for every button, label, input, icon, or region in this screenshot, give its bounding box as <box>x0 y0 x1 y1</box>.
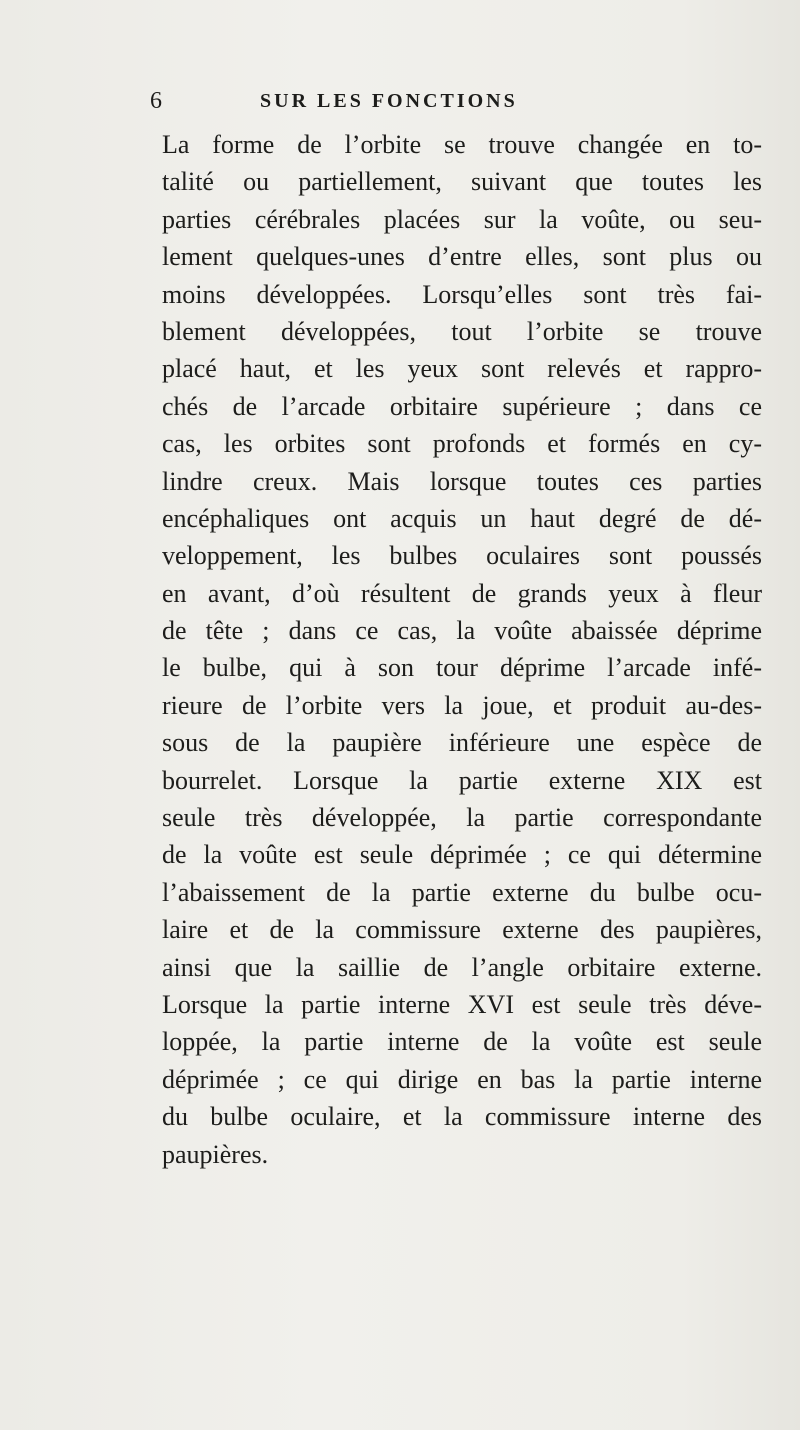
text-line: placé haut, et les yeux sont relevés et rappro- <box>162 354 762 384</box>
text-line: en avant, d’où résultent de grands yeux à fleur <box>162 578 762 608</box>
text-line: talité ou partiellement, suivant que toutes les <box>162 167 762 197</box>
text-line: de tête ; dans ce cas, la voûte abaissée déprime <box>162 616 762 646</box>
text-line: Lorsque la partie interne XVI est seule très déve- <box>162 989 762 1019</box>
text-line: moins développées. Lorsqu’elles sont très fai- <box>162 279 762 309</box>
text-line: rieure de l’orbite vers la joue, et produit au-des- <box>162 690 762 720</box>
text-line: sous de la paupière inférieure une espèce de <box>162 728 762 758</box>
text-line: seule très développée, la partie correspondante <box>162 803 762 833</box>
text-line: chés de l’arcade orbitaire supérieure ; dans ce <box>162 391 762 421</box>
page-number: 6 <box>150 88 162 114</box>
text-line: bourrelet. Lorsque la partie externe XIX est <box>162 765 762 795</box>
text-line: La forme de l’orbite se trouve changée en to- <box>162 130 762 159</box>
text-line: blement développées, tout l’orbite se trouve <box>162 316 762 346</box>
text-line: lindre creux. Mais lorsque toutes ces parties <box>162 466 762 496</box>
text-line: encéphaliques ont acquis un haut degré de dé- <box>162 503 762 533</box>
text-line: parties cérébrales placées sur la voûte, ou seu- <box>162 204 762 234</box>
text-line: du bulbe oculaire, et la commissure interne des <box>162 1102 762 1132</box>
text-line: l’abaissement de la partie externe du bulbe ocu- <box>162 877 762 907</box>
text-line: laire et de la commissure externe des paupières, <box>162 915 762 945</box>
running-head <box>150 88 710 118</box>
text-line: ainsi que la saillie de l’angle orbitaire externe. <box>162 952 762 982</box>
text-line: déprimée ; ce qui dirige en bas la partie interne <box>162 1064 762 1094</box>
text-line: paupières. <box>162 1139 269 1169</box>
text-line: de la voûte est seule déprimée ; ce qui détermine <box>162 840 762 870</box>
text-line: lement quelques-unes d’entre elles, sont plus ou <box>162 242 762 272</box>
running-title: SUR LES FONCTIONS <box>260 90 518 112</box>
text-line: le bulbe, qui à son tour déprime l’arcade infé- <box>162 653 762 683</box>
text-line: cas, les orbites sont profonds et formés en cy- <box>162 429 762 459</box>
body-paragraph <box>162 126 762 1173</box>
text-line: loppée, la partie interne de la voûte est seule <box>162 1027 762 1057</box>
text-line: veloppement, les bulbes oculaires sont poussés <box>162 541 762 571</box>
